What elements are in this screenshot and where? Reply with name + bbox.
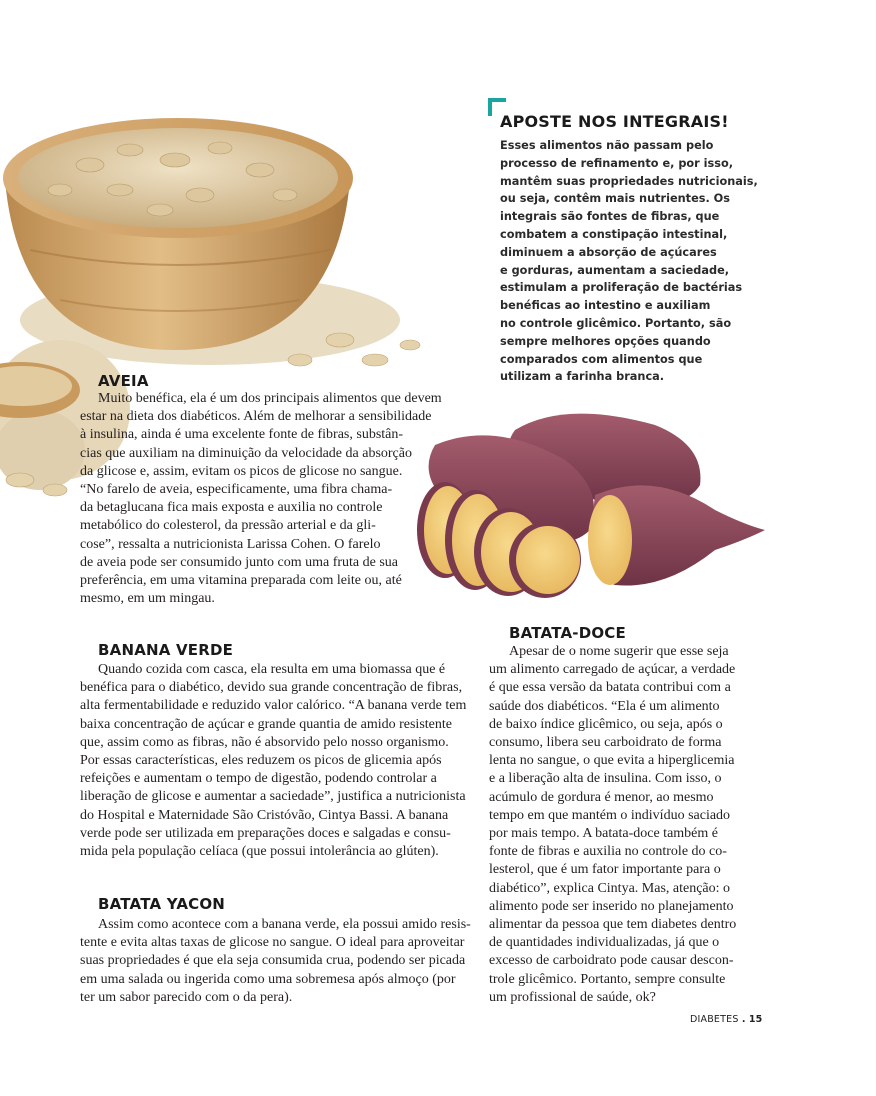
sidebar-line: diminuem a absorção de açúcares [500,245,717,259]
sidebar-line: Esses alimentos não passam pelo [500,139,714,152]
text-line: lesterol, que é um fator importante para o [489,862,721,878]
text-line: estar na dieta dos diabéticos. Além de melhorar a sensibilidade [80,409,432,425]
text-line: acúmulo de gordura é menor, ao mesmo [489,789,714,805]
sidebar-line: utilizam a farinha branca. [500,370,665,384]
text-line: verde pode ser utilizada em preparações doces e salgadas e consu- [80,825,451,841]
sidebar-line: sempre melhores opções quando [500,334,711,348]
text-line: Muito benéfica, ela é um dos principais alimentos que devem [98,391,442,406]
text-line: por mais tempo. A batata-doce também é [489,826,718,842]
text-line: excesso de carboidrato pode causar descon- [489,953,734,969]
text-line: baixa concentração de açúcar e grande quantia de amido resistente [80,716,452,732]
page-folio [690,1014,762,1025]
text-line: suas propriedades é que ela seja consumida crua, podendo ser picada [80,953,466,969]
text-line: tente e evita altas taxas de glicose no sangue. O ideal para aproveitar [80,935,465,951]
section-body-aveia [80,390,480,608]
section-body-banana-verde [80,661,470,861]
text-line: consumo, libera seu carboidrato de forma [489,735,722,751]
text-line: mida pela população celíaca (que possui intolerância ao glúten). [80,844,439,860]
text-line: cose”, ressalta a nutricionista Larissa Cohen. O farelo [80,536,381,552]
text-line: que, assim como as fibras, não é absorvido pelo nosso organismo. [80,734,449,750]
sidebar-body [500,137,758,386]
text-line: metabólico do colesterol, da pressão arterial e da gli- [80,518,376,534]
text-line: um alimento carregado de açúcar, a verdade [489,662,736,678]
text-line: alimento pode ser inserido no planejamento [489,898,734,914]
text-line: de baixo índice glicêmico, ou seja, após o [489,716,723,732]
section-title-batata-yacon: BATATA YACON [98,895,226,913]
section-body-batata-yacon [80,916,472,1007]
section-body-batata-doce [489,643,751,1007]
text-line: Apesar de o nome sugerir que esse seja [509,644,729,659]
text-line: saúde dos diabéticos. “Ela é um alimento [489,698,720,714]
text-line: lenta no sangue, o que evita a hiperglicemia [489,753,735,769]
text-line: Quando cozida com casca, ela resulta em uma biomassa que é [98,662,446,677]
sidebar-title: APOSTE NOS INTEGRAIS! [500,112,729,131]
sidebar-line: combatem a constipação intestinal, [500,227,728,241]
text-line: ter um sabor parecido com o da pera). [80,989,293,1005]
text-line: mesmo, em um mingau. [80,591,215,607]
text-line: do Hospital e Maternidade São Cristóvão, Cintya Bassi. A banana [80,807,449,823]
text-line: liberação de glicose e aumentar a saciedade”, justifica a nutricionista [80,789,466,805]
text-line: em uma salada ou ingerida como uma sobremesa após almoço (por [80,971,456,987]
folio-separator: . [741,1014,746,1025]
page-number: 15 [748,1014,763,1025]
sidebar-line: comparados com alimentos que [500,352,703,366]
text-line: Por essas características, eles reduzem os picos de glicemia após [80,753,442,769]
text-line: um profissional de saúde, ok? [489,989,656,1005]
sidebar-line: e gorduras, aumentam a saciedade, [500,263,730,277]
text-line: fonte de fibras e auxilia no controle do co- [489,844,727,860]
text-line: diabético”, explica Cintya. Mas, atenção: o [489,880,731,896]
text-line: “No farelo de aveia, especificamente, uma fibra chama- [80,482,393,498]
text-line: é que essa versão da batata contribui com a [489,680,731,696]
text-line: tempo em que mantém o indivíduo saciado [489,807,731,823]
text-line: Assim como acontece com a banana verde, ela possui amido resis- [98,917,471,932]
text-line: preferência, em uma vitamina preparada com leite ou, até [80,573,402,589]
sidebar-line: estimulam a proliferação de bactérias [500,281,743,295]
text-line: da betaglucana fica mais exposta e auxilia no controle [80,500,383,516]
sidebar-line: integrais são fontes de fibras, que [500,210,720,224]
sidebar-line: processo de refinamento e, por isso, [500,156,734,170]
text-line: trole glicêmico. Portanto, sempre consulte [489,971,726,987]
section-title-aveia: AVEIA [98,372,149,390]
text-line: cias que auxiliam na diminuição da velocidade da absorção [80,445,412,461]
text-line: de aveia pode ser consumido junto com uma fruta de sua [80,554,399,570]
sidebar-line: mantêm suas propriedades nutricionais, [500,174,758,188]
section-title-banana-verde: BANANA VERDE [98,641,234,659]
text-line: à insulina, ainda é uma excelente fonte de fibras, substân- [80,427,404,443]
section-title-batata-doce: BATATA-DOCE [509,624,626,642]
text-line: alimentar da pessoa que tem diabetes dentro [489,917,737,933]
text-line: de quantidades individualizadas, já que o [489,935,720,951]
text-line: da glicose e, assim, evitam os picos de glicose no sangue. [80,463,403,479]
sidebar-line: ou seja, contêm mais nutrientes. Os [500,192,731,206]
sidebar-line: benéficas ao intestino e auxiliam [500,299,711,313]
text-line: e a liberação alta de insulina. Com isso, o [489,771,722,787]
sidebar-line: no controle glicêmico. Portanto, são [500,316,732,330]
folio-section: DIABETES [690,1014,739,1025]
text-line: benéfica para o diabético, devido sua grande concentração de fibras, [80,680,463,696]
text-line: refeições e aumentam o tempo de digestão, podendo controlar a [80,771,437,787]
text-line: alta fermentabilidade e reduzido valor calórico. “A banana verde tem [80,698,467,714]
